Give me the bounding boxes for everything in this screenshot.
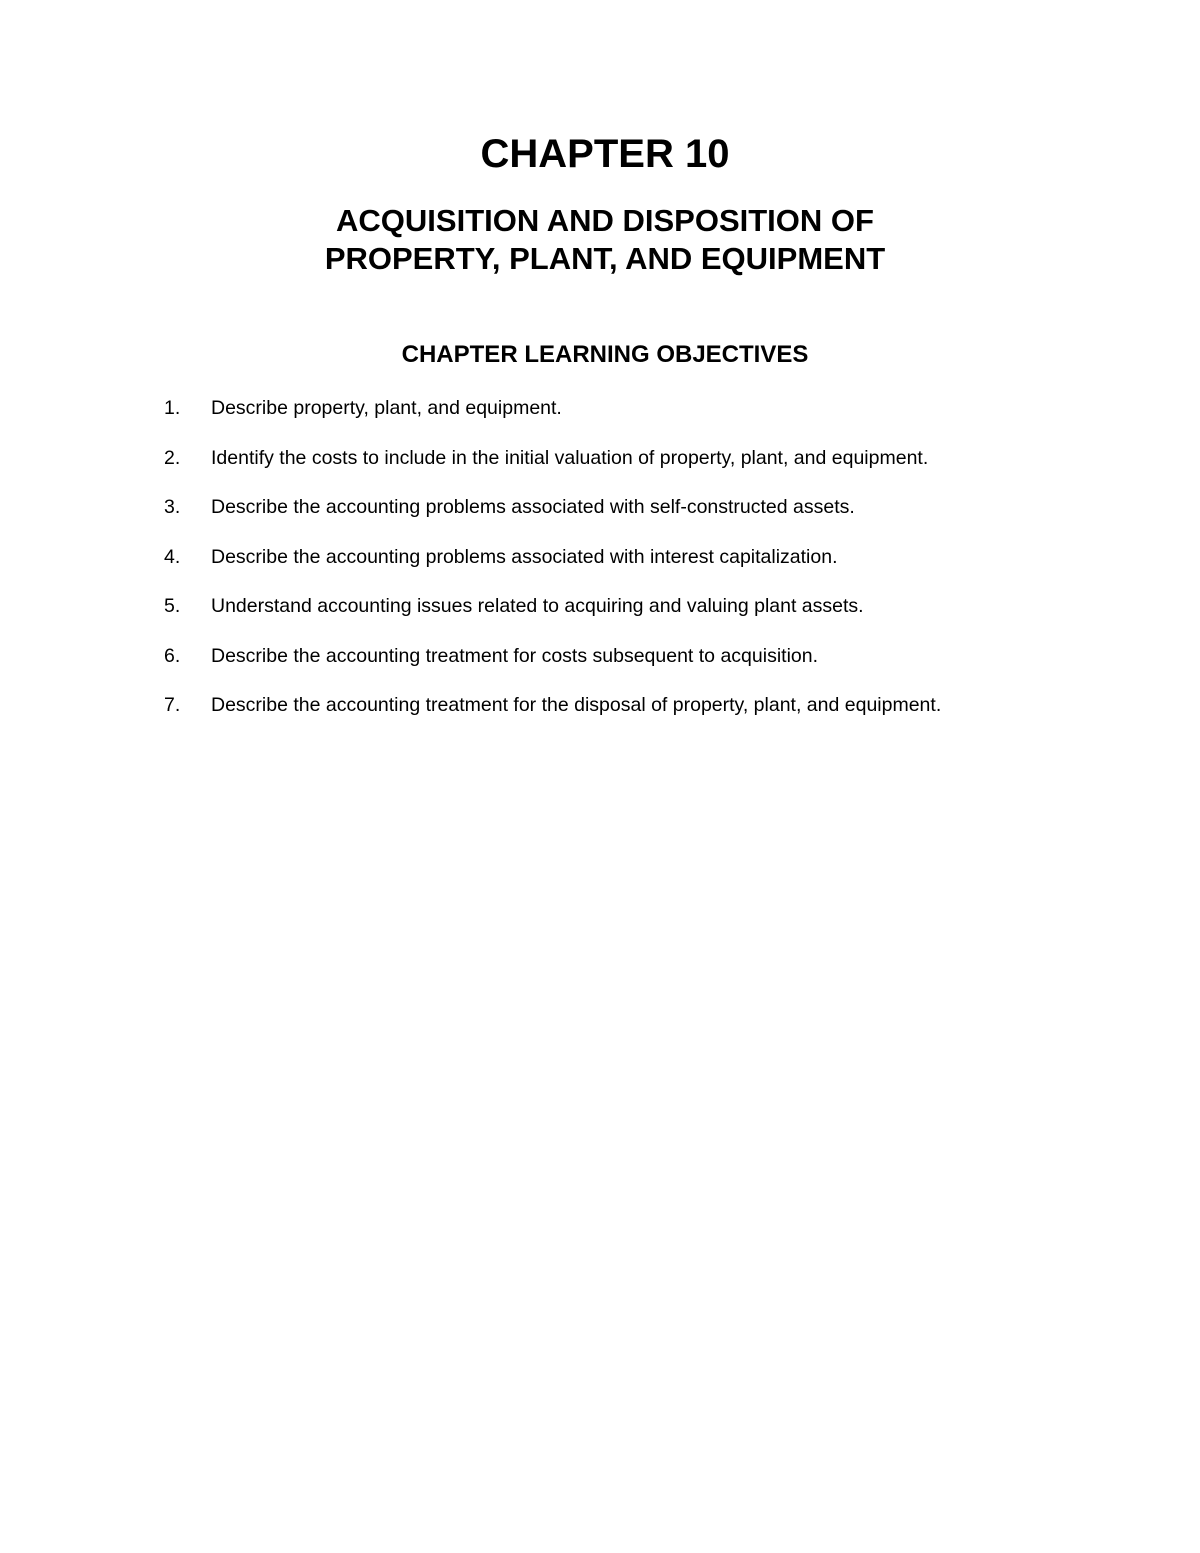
objective-item-6 — [164, 644, 1064, 694]
objective-text: Describe the accounting problems associated with interest capitalization. — [211, 545, 838, 568]
objective-number: 1. — [164, 397, 181, 419]
objective-item-1 — [164, 396, 1064, 446]
chapter-number: CHAPTER 10 — [480, 132, 730, 176]
objective-text: Describe property, plant, and equipment. — [211, 397, 562, 419]
objectives-list — [164, 396, 1064, 743]
objective-text: Describe the accounting problems associated with self-constructed assets. — [211, 496, 855, 518]
chapter-title-line-2: PROPERTY, PLANT, AND EQUIPMENT — [324, 241, 886, 276]
objective-number: 7. — [164, 694, 181, 716]
objective-number: 5. — [164, 595, 181, 617]
chapter-title-line-1: ACQUISITION AND DISPOSITION OF — [336, 203, 874, 238]
objective-number: 2. — [164, 446, 181, 469]
objective-text: Describe the accounting treatment for the disposal of property, plant, and equipment. — [211, 694, 942, 716]
objective-text: Describe the accounting treatment for costs subsequent to acquisition. — [211, 644, 819, 667]
objectives-heading: CHAPTER LEARNING OBJECTIVES — [401, 341, 809, 368]
objective-number: 3. — [164, 496, 181, 518]
objective-number: 4. — [164, 545, 181, 568]
objective-item-5 — [164, 594, 1064, 644]
objective-number: 6. — [164, 644, 181, 667]
chapter-title — [0, 202, 1200, 278]
objective-text: Identify the costs to include in the initial valuation of property, plant, and equipment. — [211, 446, 929, 469]
objective-item-7 — [164, 693, 1064, 743]
objective-item-4 — [164, 545, 1064, 595]
objective-item-2 — [164, 446, 1064, 496]
objective-item-3 — [164, 495, 1064, 545]
objective-text: Understand accounting issues related to acquiring and valuing plant assets. — [211, 595, 864, 617]
